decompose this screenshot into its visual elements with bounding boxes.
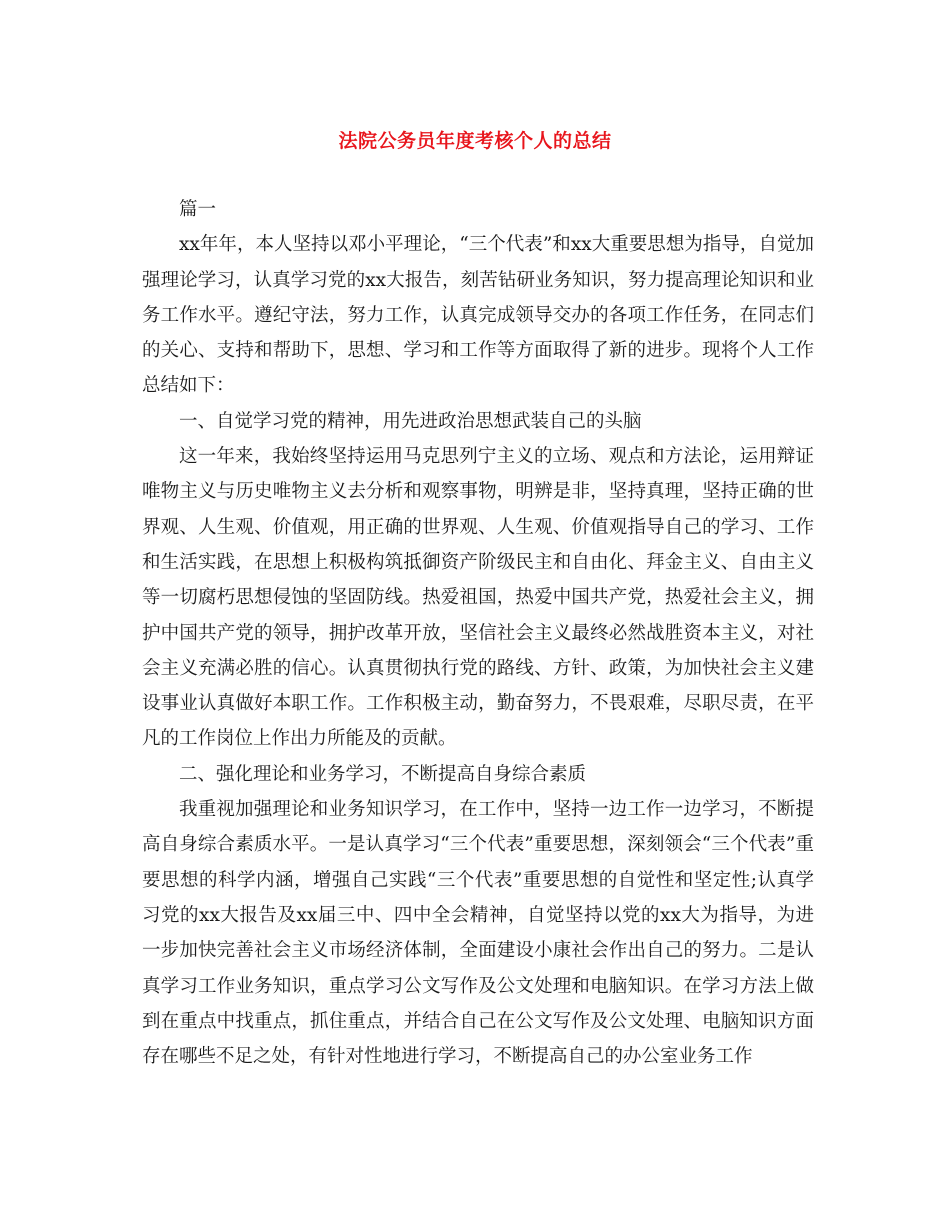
paragraph-section-1: 这一年来，我始终坚持运用马克思列宁主义的立场、观点和方法论，运用辩证唯物主义与历史唯物主义去分析和观察事物，明辨是非，坚持真理，坚持正确的世界观、人生观、价值观，用正确的世界观、人生观、价值观指导自己的学习、工作和生活实践，在思想上积极构筑抵御资产阶级民主和自由化、拜金主义、自由主义等一切腐朽思想侵蚀的坚固防线。热爱祖国，热爱中国共产党，热爱社会主义，拥护中国共产党的领导，拥护改革开放，坚信社会主义最终必然战胜资本主义，对社会主义充满必胜的信心。认真贯彻执行党的路线、方针、政策，为加快社会主义建设事业认真做好本职工作。工作积极主动，勤奋努力，不畏艰难，尽职尽责，在平凡的工作岗位上作出力所能及的贡献。 bbox=[142, 446, 814, 750]
document-title: 法院公务员年度考核个人的总结 bbox=[338, 130, 612, 152]
paragraph-section-2: 我重视加强理论和业务知识学习，在工作中，坚持一边工作一边学习，不断提高自身综合素质水平。一是认真学习“三个代表”重要思想，深刻领会“三个代表”重要思想的科学内涵，增强自己实践“三个代表”重要思想的自觉性和坚定性;认真学习党的xx大报告及xx届三中、四中全会精神，自觉坚持以党的xx大为指导，为进一步加快完善社会主义市场经济体制，全面建设小康社会作出自己的努力。二是认真学习工作业务知识，重点学习公文写作及公文处理和电脑知识。在学习方法上做到在重点中找重点，抓住重点，并结合自己在公文写作及公文处理、电脑知识方面存在哪些不足之处，有针对性地进行学习，不断提高自己的办公室业务工作 bbox=[142, 799, 814, 1068]
paragraph-intro: xx年年，本人坚持以邓小平理论，“三个代表”和xx大重要思想为指导，自觉加强理论学习，认真学习党的xx大报告，刻苦钻研业务知识，努力提高理论知识和业务工作水平。遵纪守法，努力工作，认真完成领导交办的各项工作任务，在同志们的关心、支持和帮助下，思想、学习和工作等方面取得了新的进步。现将个人工作总结如下： bbox=[142, 234, 814, 397]
heading-section-1: 一、自觉学习党的精神，用先进政治思想武装自己的头脑 bbox=[179, 410, 642, 432]
section-label: 篇一 bbox=[179, 199, 217, 220]
heading-section-2: 二、强化理论和业务学习，不断提高自身综合素质 bbox=[179, 763, 587, 785]
document-body bbox=[142, 192, 814, 1074]
